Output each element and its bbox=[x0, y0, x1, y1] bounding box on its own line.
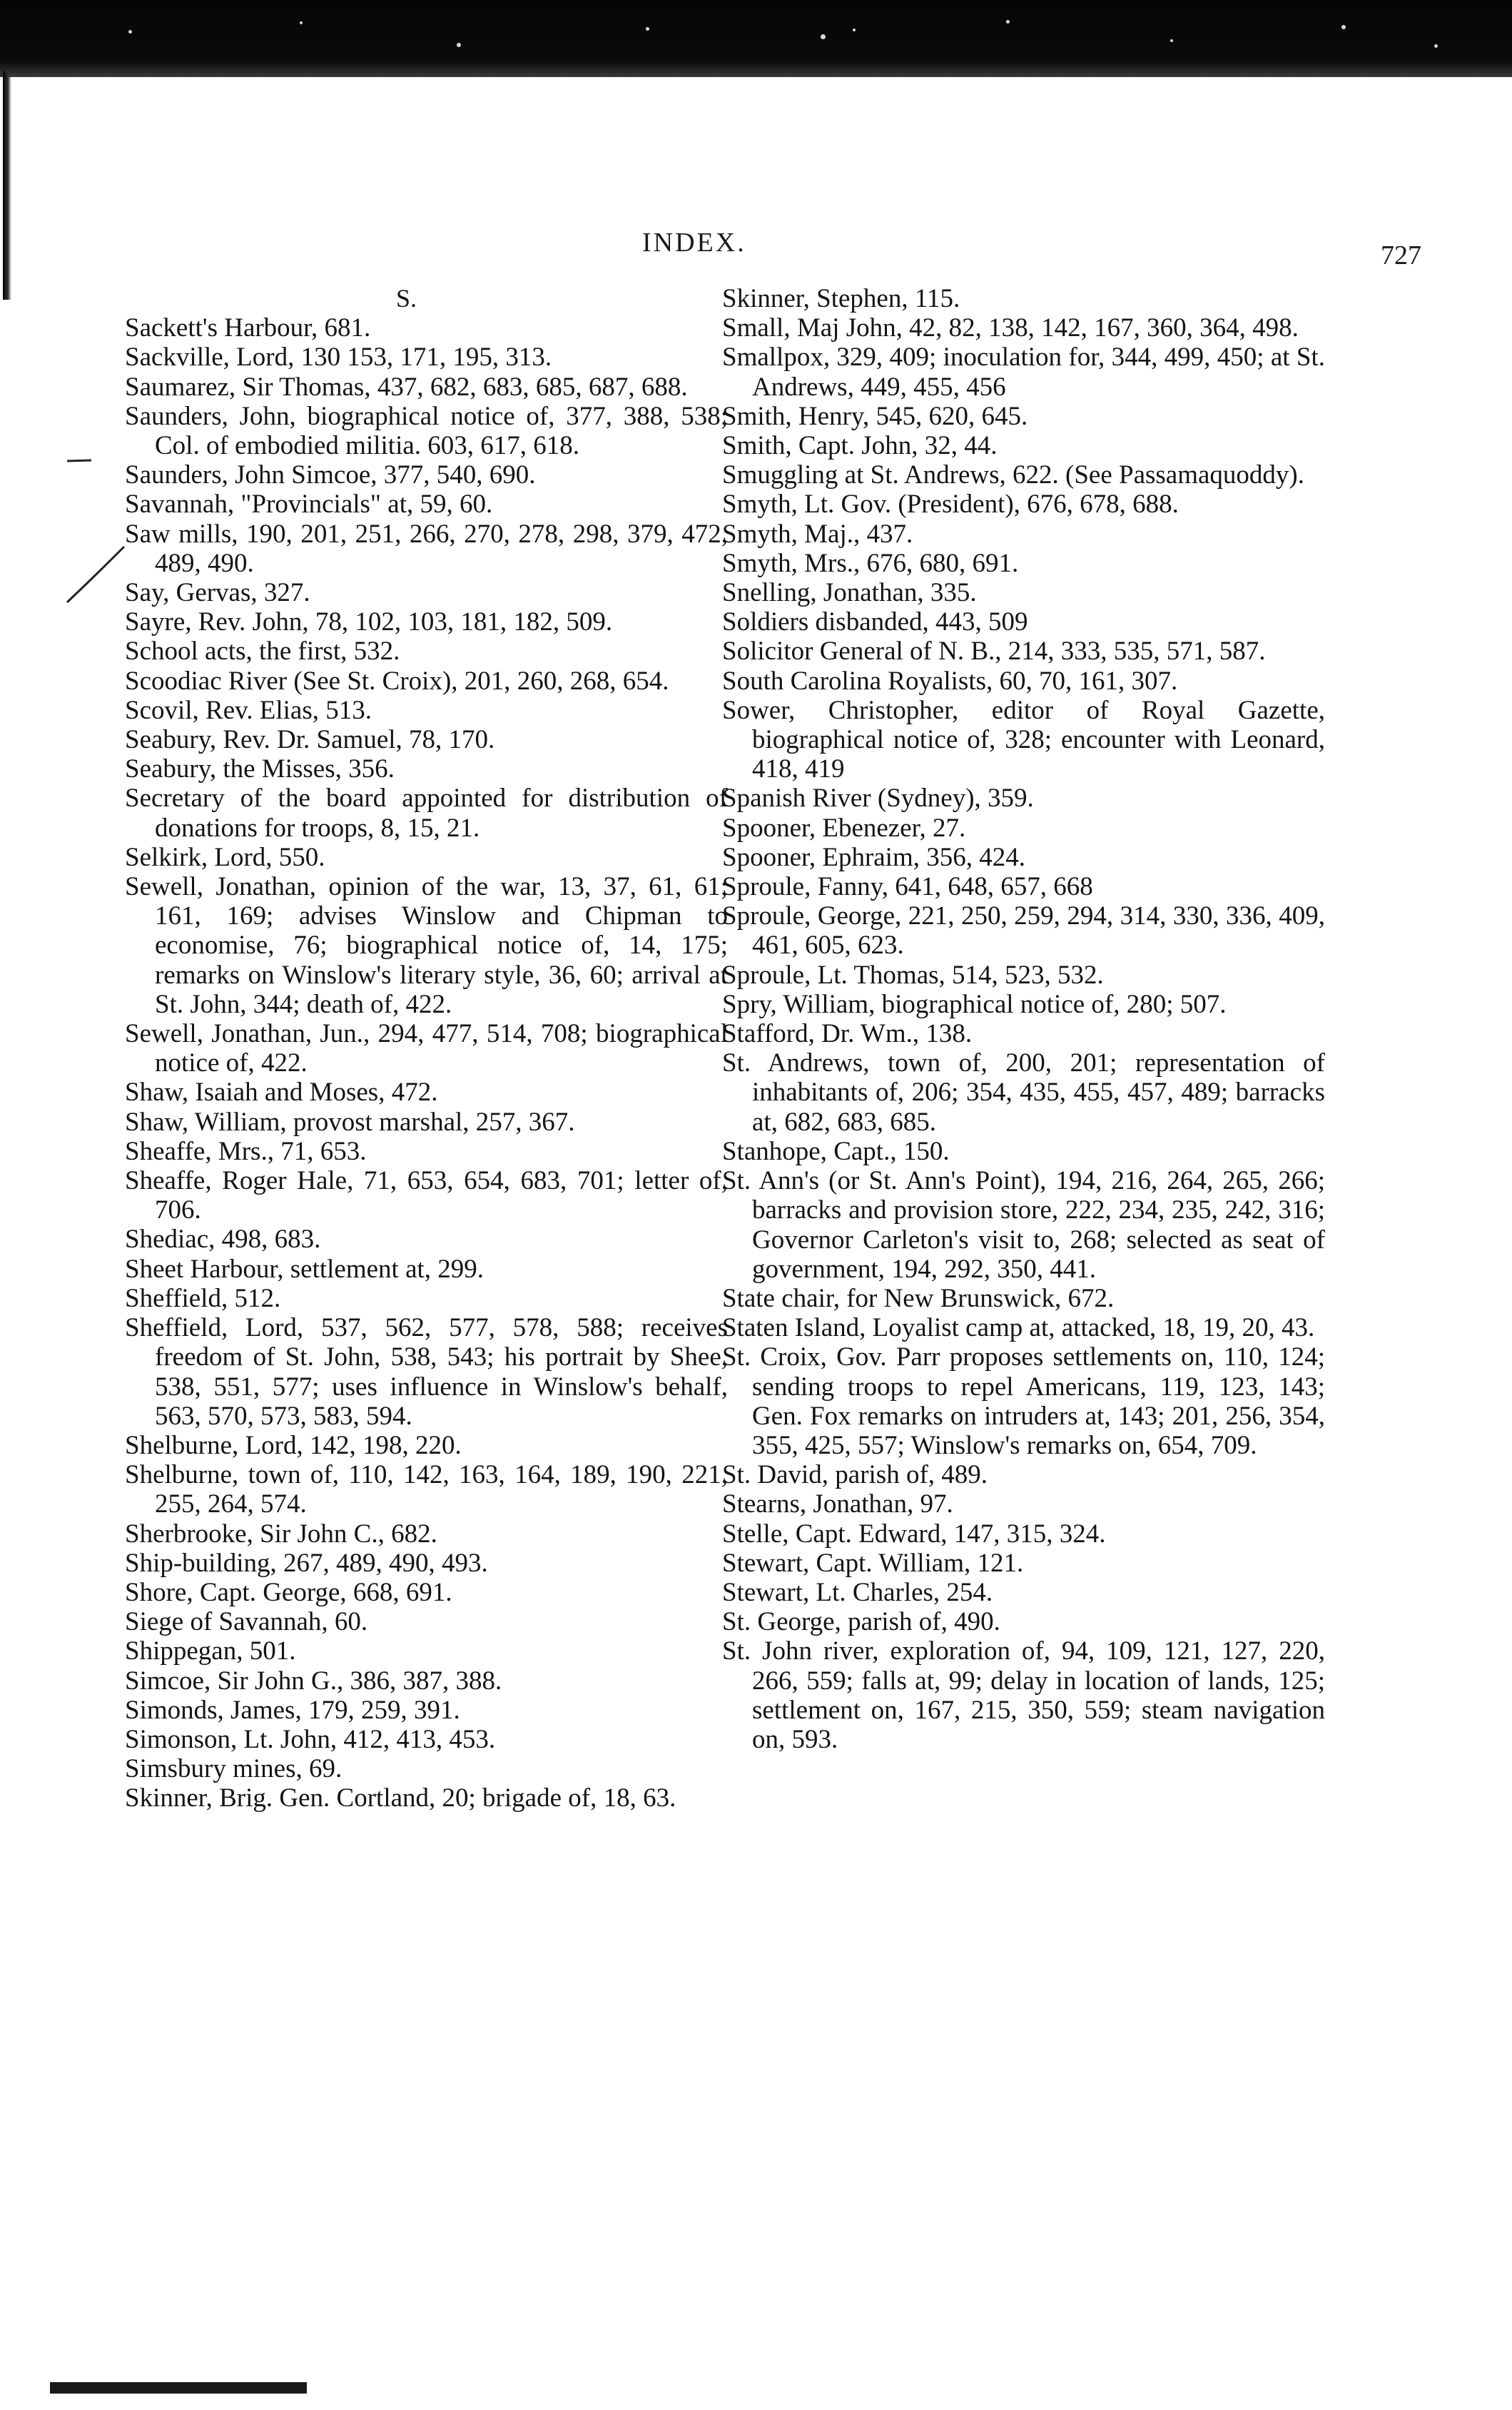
index-entry: Stearns, Jonathan, 97. bbox=[722, 1489, 953, 1519]
index-entry: Secretary of the board appointed for distribution of donations for troops, 8, 15, 21. bbox=[125, 784, 728, 843]
index-entry: State chair, for New Brunswick, 672. bbox=[722, 1283, 1115, 1313]
index-entry: Sheaffe, Mrs., 71, 653. bbox=[125, 1136, 367, 1166]
index-entry: Snelling, Jonathan, 335. bbox=[722, 578, 977, 608]
index-entry: Say, Gervas, 327. bbox=[125, 578, 310, 608]
index-entry: Smith, Henry, 545, 620, 645. bbox=[722, 401, 1028, 431]
index-entry: South Carolina Royalists, 60, 70, 161, 307. bbox=[722, 666, 1178, 696]
index-entry: Smuggling at St. Andrews, 622. (See Passamaquoddy). bbox=[722, 460, 1305, 490]
section-letter: S. bbox=[396, 284, 417, 313]
index-entry: Simsbury mines, 69. bbox=[125, 1754, 343, 1784]
index-entry: Spanish River (Sydney), 359. bbox=[722, 784, 1034, 814]
index-entry: Selkirk, Lord, 550. bbox=[125, 842, 325, 872]
index-entry: Stelle, Capt. Edward, 147, 315, 324. bbox=[722, 1519, 1106, 1549]
scan-speck bbox=[128, 30, 132, 34]
index-entry: Small, Maj John, 42, 82, 138, 142, 167, 360, 364, 498. bbox=[722, 313, 1299, 343]
index-entry: Ship-building, 267, 489, 490, 493. bbox=[125, 1548, 488, 1578]
margin-dash-mark bbox=[66, 457, 94, 465]
index-entry: Stanhope, Capt., 150. bbox=[722, 1136, 950, 1166]
right-entry-list bbox=[722, 284, 1325, 1754]
index-entry: Sheffield, Lord, 537, 562, 577, 578, 588; receives freedom of St. John, 538, 543; his portrait by Shee, 538, 551, 577; uses influence in Winslow's behalf, 563, 570, 573, 583, 594. bbox=[125, 1313, 728, 1431]
index-entry: Seabury, Rev. Dr. Samuel, 78, 170. bbox=[125, 725, 495, 755]
index-entry: Smyth, Maj., 437. bbox=[722, 519, 913, 549]
index-entry: Sheaffe, Roger Hale, 71, 653, 654, 683, 701; letter of, 706. bbox=[125, 1166, 728, 1225]
index-entry: Shippegan, 501. bbox=[125, 1636, 296, 1666]
index-entry: Spooner, Ebenezer, 27. bbox=[722, 813, 966, 843]
index-entry: Shelburne, town of, 110, 142, 163, 164, 189, 190, 221, 255, 264, 574. bbox=[125, 1460, 728, 1519]
index-entry: Smyth, Lt. Gov. (President), 676, 678, 688. bbox=[722, 490, 1179, 520]
index-entry: School acts, the first, 532. bbox=[125, 637, 400, 667]
index-entry: Stewart, Capt. William, 121. bbox=[722, 1548, 1024, 1578]
scan-left-edge bbox=[3, 71, 11, 300]
right-column bbox=[722, 284, 1325, 1754]
index-entry: Saw mills, 190, 201, 251, 266, 270, 278, 298, 379, 472, 489, 490. bbox=[125, 519, 728, 578]
index-entry: Shore, Capt. George, 668, 691. bbox=[125, 1577, 452, 1607]
index-entry: Shaw, William, provost marshal, 257, 367. bbox=[125, 1107, 575, 1137]
scan-top-border bbox=[0, 0, 1512, 77]
index-entry: Soldiers disbanded, 443, 509 bbox=[722, 607, 1028, 637]
index-entry: Sewell, Jonathan, Jun., 294, 477, 514, 708; biographical notice of, 422. bbox=[125, 1019, 728, 1078]
index-entry: Sproule, Lt. Thomas, 514, 523, 532. bbox=[722, 960, 1104, 990]
scan-speck bbox=[1170, 39, 1173, 42]
index-entry: Sproule, George, 221, 250, 259, 294, 314, 330, 336, 409, 461, 605, 623. bbox=[722, 901, 1325, 961]
index-entry: Scovil, Rev. Elias, 513. bbox=[125, 695, 372, 725]
index-entry: Sayre, Rev. John, 78, 102, 103, 181, 182, 509. bbox=[125, 607, 613, 637]
index-entry: Sheet Harbour, settlement at, 299. bbox=[125, 1254, 484, 1284]
index-entry: St. Croix, Gov. Parr proposes settlements on, 110, 124; sending troops to repel Americans, 119, 123, 143; Gen. Fox remarks on intruders at, 143; 201, 256, 354, 355, 425, 557; Winslow's remarks on, 654, 709. bbox=[722, 1342, 1325, 1460]
index-entry: Sackett's Harbour, 681. bbox=[125, 313, 371, 343]
index-entry: Shelburne, Lord, 142, 198, 220. bbox=[125, 1430, 462, 1460]
index-entry: Scoodiac River (See St. Croix), 201, 260, 268, 654. bbox=[125, 666, 669, 696]
index-entry: St. David, parish of, 489. bbox=[722, 1460, 988, 1490]
index-entry: Staten Island, Loyalist camp at, attacked, 18, 19, 20, 43. bbox=[722, 1313, 1315, 1343]
index-entry: Stafford, Dr. Wm., 138. bbox=[722, 1019, 973, 1049]
index-entry: Sower, Christopher, editor of Royal Gazette, biographical notice of, 328; encounter with Leonard, 418, 419 bbox=[722, 695, 1325, 784]
index-entry: St. John river, exploration of, 94, 109, 121, 127, 220, 266, 559; falls at, 99; delay in location of lands, 125; settlement on, 167, 215, 350, 559; steam navigation on, 593. bbox=[722, 1636, 1325, 1754]
index-entry: Sproule, Fanny, 641, 648, 657, 668 bbox=[722, 872, 1093, 902]
index-entry: Sackville, Lord, 130 153, 171, 195, 313. bbox=[125, 343, 552, 373]
scan-bottom-border bbox=[50, 2382, 307, 2394]
index-entry: Skinner, Brig. Gen. Cortland, 20; brigade of, 18, 63. bbox=[125, 1783, 676, 1813]
index-entry: Skinner, Stephen, 115. bbox=[722, 284, 960, 313]
margin-stroke-mark bbox=[64, 542, 128, 607]
scan-speck bbox=[300, 21, 303, 24]
left-entry-list bbox=[125, 313, 728, 1813]
index-entry: St. George, parish of, 490. bbox=[722, 1607, 1000, 1637]
index-entry: Savannah, "Provincials" at, 59, 60. bbox=[125, 490, 493, 520]
index-entry: Stewart, Lt. Charles, 254. bbox=[722, 1577, 993, 1607]
page-number: 727 bbox=[1381, 241, 1421, 270]
scan-speck bbox=[821, 34, 826, 39]
index-entry: Sherbrooke, Sir John C., 682. bbox=[125, 1519, 437, 1549]
scan-speck bbox=[1006, 20, 1010, 24]
index-entry: Saunders, John, biographical notice of, 377, 388, 538; Col. of embodied militia. 603, 617, 618. bbox=[125, 401, 728, 460]
index-entry: Sheffield, 512. bbox=[125, 1283, 281, 1313]
index-entry: Simonds, James, 179, 259, 391. bbox=[125, 1695, 460, 1725]
index-entry: Sewell, Jonathan, opinion of the war, 13, 37, 61, 61; 161, 169; advises Winslow and Chipman to economise, 76; biographical notice of, 14, 175; remarks on Winslow's literary style, 36, 60; arrival at St. John, 344; death of, 422. bbox=[125, 872, 728, 1019]
index-entry: Shediac, 498, 683. bbox=[125, 1225, 321, 1255]
index-entry: Spry, William, biographical notice of, 280; 507. bbox=[722, 989, 1227, 1019]
index-entry: Simcoe, Sir John G., 386, 387, 388. bbox=[125, 1666, 502, 1696]
left-column bbox=[125, 284, 728, 1813]
index-entry: Seabury, the Misses, 356. bbox=[125, 754, 395, 784]
scan-speck bbox=[1341, 25, 1346, 29]
running-head: INDEX. bbox=[642, 228, 746, 258]
index-entry: Smith, Capt. John, 32, 44. bbox=[722, 431, 998, 461]
index-entry: St. Andrews, town of, 200, 201; representation of inhabitants of, 206; 354, 435, 455, 457, 489; barracks at, 682, 683, 685. bbox=[722, 1048, 1325, 1137]
index-entry: Spooner, Ephraim, 356, 424. bbox=[722, 842, 1025, 872]
scan-speck bbox=[853, 29, 856, 31]
index-entry: Siege of Savannah, 60. bbox=[125, 1607, 368, 1637]
index-entry: Shaw, Isaiah and Moses, 472. bbox=[125, 1078, 438, 1108]
index-entry: St. Ann's (or St. Ann's Point), 194, 216, 264, 265, 266; barracks and provision store, 222, 234, 235, 242, 316; Governor Carleton's visit to, 268; selected as seat of government, 194, 292, 350, 441. bbox=[722, 1166, 1325, 1284]
index-entry: Saumarez, Sir Thomas, 437, 682, 683, 685, 687, 688. bbox=[125, 372, 688, 402]
index-entry: Smyth, Mrs., 676, 680, 691. bbox=[722, 548, 1019, 578]
index-entry: Solicitor General of N. B., 214, 333, 535, 571, 587. bbox=[722, 637, 1266, 667]
index-entry: Simonson, Lt. John, 412, 413, 453. bbox=[125, 1724, 496, 1754]
index-entry: Smallpox, 329, 409; inoculation for, 344, 499, 450; at St. Andrews, 449, 455, 456 bbox=[722, 343, 1325, 402]
scan-speck bbox=[1434, 44, 1438, 48]
scan-speck bbox=[457, 43, 461, 47]
scan-speck bbox=[646, 27, 649, 31]
index-entry: Saunders, John Simcoe, 377, 540, 690. bbox=[125, 460, 536, 490]
